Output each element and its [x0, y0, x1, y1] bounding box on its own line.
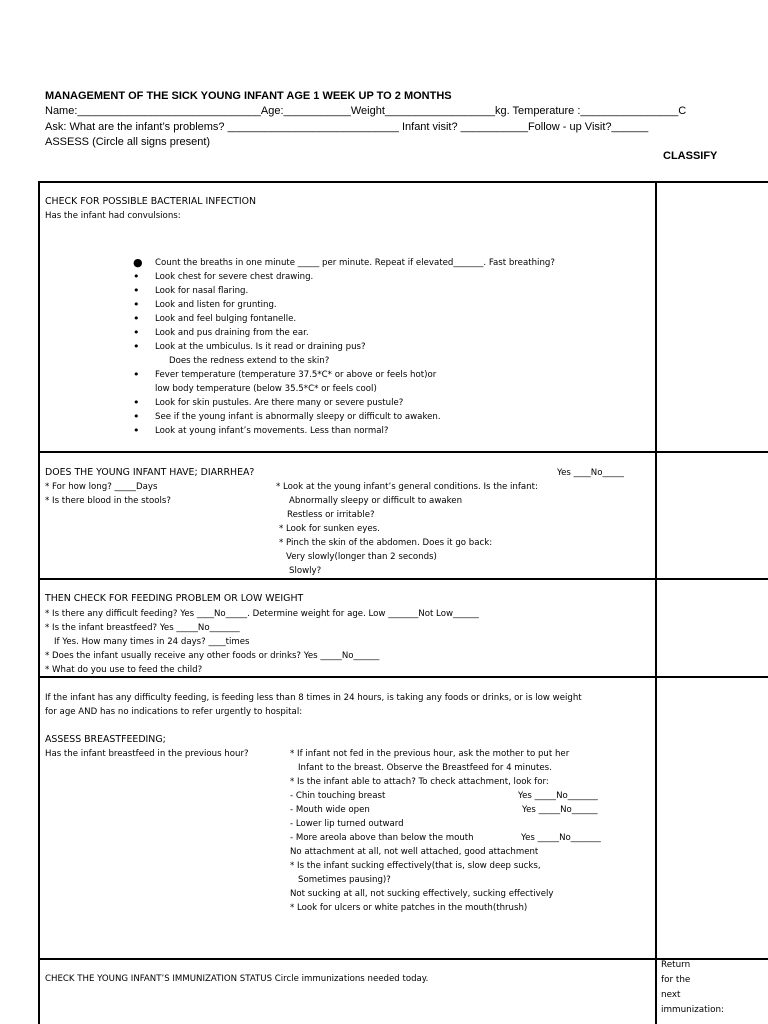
list-item: • Look and pus draining from the ear. [133, 326, 309, 339]
breastfeeding-intro-2: for age AND has no indications to refer urgently to hospital: [45, 707, 303, 717]
list-item: • Look for nasal flaring. [133, 284, 249, 297]
sucking-question: * Is the infant sucking effectively(that is, slow deep sucks, [290, 861, 541, 871]
row-divider-4 [38, 958, 768, 960]
general-condition-question: * Look at the young infant’s general conditions. Is the infant: [276, 482, 538, 492]
table-top-border [38, 181, 768, 183]
ask-problems-line: Ask: What are the infant’s problems? ____________________________ Infant visit? ___________Follow - up Visit?______ [45, 121, 649, 133]
bullet-icon: • [133, 270, 140, 283]
chin-touching: - Chin touching breast [290, 791, 386, 801]
assess-instruction: ASSESS (Circle all signs present) [45, 136, 211, 148]
classify-column-border [655, 181, 657, 1024]
very-slowly: Very slowly(longer than 2 seconds) [286, 552, 437, 562]
breastfeed-question: * Is the infant breastfeed? Yes _____No_______ [45, 623, 240, 633]
convulsions-question: Has the infant had convulsions: [45, 211, 181, 221]
bacterial-infection-heading: CHECK FOR POSSIBLE BACTERIAL INFECTION [45, 196, 257, 207]
return-line-4: immunization: [661, 1005, 724, 1015]
bullet-icon: ● [133, 256, 143, 269]
mouth-yes-no: Yes _____No______ [522, 805, 598, 815]
bacterial-signs-list [133, 256, 555, 438]
feeding-utensil-question: * What do you use to feed the child? [45, 665, 203, 675]
page-title: MANAGEMENT OF THE SICK YOUNG INFANT AGE 1 WEEK UP TO 2 MONTHS [45, 90, 452, 102]
return-line-3: next [661, 990, 681, 1000]
skin-pinch: * Pinch the skin of the abdomen. Does it go back: [279, 538, 493, 548]
breastfeeding-intro-1: If the infant has any difficulty feeding, is feeding less than 8 times in 24 hours, is taking any foods or drinks, or is low weight [45, 693, 582, 703]
sucking-options: Not sucking at all, not sucking effectively, sucking effectively [290, 889, 554, 899]
lower-lip: - Lower lip turned outward [290, 819, 404, 829]
thrush-check: * Look for ulcers or white patches in the mouth(thrush) [290, 903, 528, 913]
bullet-icon: • [133, 284, 140, 297]
slowly: Slowly? [289, 566, 322, 576]
list-item: • Look for skin pustules. Are there many or severe pustule? [133, 396, 404, 409]
diarrhea-heading: DOES THE YOUNG INFANT HAVE; DIARRHEA? [45, 467, 255, 478]
bullet-icon: • [133, 340, 140, 353]
sunken-eyes: * Look for sunken eyes. [279, 524, 380, 534]
attachment-options: No attachment at all, not well attached, good attachment [290, 847, 539, 857]
assess-breastfeeding-heading: ASSESS BREASTFEEDING; [45, 734, 166, 745]
list-item: • Look and feel bulging fontanelle. [133, 312, 297, 325]
list-item: • Look at the umbiculus. Is it read or draining pus? [133, 340, 366, 353]
previous-hour-question: Has the infant breastfeed in the previous hour? [45, 749, 249, 759]
not-fed-instruction: * If infant not fed in the previous hour, ask the mother to put her [290, 749, 570, 759]
list-item: ● Count the breaths in one minute _____ per minute. Repeat if elevated_______. Fast breathing? [133, 256, 555, 269]
return-line-2: for the [661, 975, 691, 985]
list-item-continuation: low body temperature (below 35.5*C* or feels cool) [155, 384, 377, 394]
list-item: • Fever temperature (temperature 37.5*C* or above or feels hot)or [133, 368, 437, 381]
mouth-wide-open: - Mouth wide open [290, 805, 370, 815]
list-item: • Look and listen for grunting. [133, 298, 277, 311]
observe-breastfeed: Infant to the breast. Observe the Breastfeed for 4 minutes. [298, 763, 552, 773]
row-divider-2 [38, 578, 768, 580]
bullet-icon: • [133, 368, 140, 381]
bullet-icon: • [133, 298, 140, 311]
sometimes-pausing: Sometimes pausing)? [298, 875, 391, 885]
more-areola: - More areola above than below the mouth [290, 833, 474, 843]
classify-heading: CLASSIFY [663, 150, 718, 162]
other-foods-question: * Does the infant usually receive any other foods or drinks? Yes _____No______ [45, 651, 380, 661]
bullet-icon: • [133, 424, 140, 437]
return-line-1: Return [661, 960, 691, 970]
feeding-problem-heading: THEN CHECK FOR FEEDING PROBLEM OR LOW WEIGHT [45, 593, 304, 604]
row-divider-1 [38, 451, 768, 453]
name-age-weight-line: Name:______________________________Age:___________Weight__________________kg. Temperature :________________C [45, 105, 687, 117]
list-item: • Look at young infant’s movements. Less than normal? [133, 424, 389, 437]
bullet-icon: • [133, 326, 140, 339]
immunization-heading: CHECK THE YOUNG INFANT’S IMMUNIZATION STATUS Circle immunizations needed today. [45, 974, 429, 984]
bullet-icon: • [133, 396, 140, 409]
areola-yes-no: Yes _____No_______ [521, 833, 601, 843]
restless-irritable: Restless or irritable? [287, 510, 375, 520]
bullet-icon: • [133, 312, 140, 325]
abnormally-sleepy: Abnormally sleepy or difficult to awaken [289, 496, 463, 506]
bullet-icon: • [133, 410, 140, 423]
diarrhea-duration: * For how long? _____Days [45, 482, 158, 492]
difficult-feeding: * Is there any difficult feeding? Yes ____No_____. Determine weight for age. Low _______Not Low______ [45, 609, 479, 619]
blood-in-stools: * Is there blood in the stools? [45, 496, 171, 506]
list-item: • Look chest for severe chest drawing. [133, 270, 314, 283]
times-per-24: If Yes. How many times in 24 days? ____times [54, 637, 250, 647]
attach-question: * Is the infant able to attach? To check attachment, look for: [290, 777, 549, 787]
list-item: • See if the young infant is abnormally sleepy or difficult to awaken. [133, 410, 441, 423]
list-item-continuation: Does the redness extend to the skin? [169, 356, 330, 366]
table-left-border [38, 181, 40, 1024]
diarrhea-yes-no: Yes ____No_____ [557, 468, 624, 478]
chin-yes-no: Yes _____No_______ [518, 791, 598, 801]
